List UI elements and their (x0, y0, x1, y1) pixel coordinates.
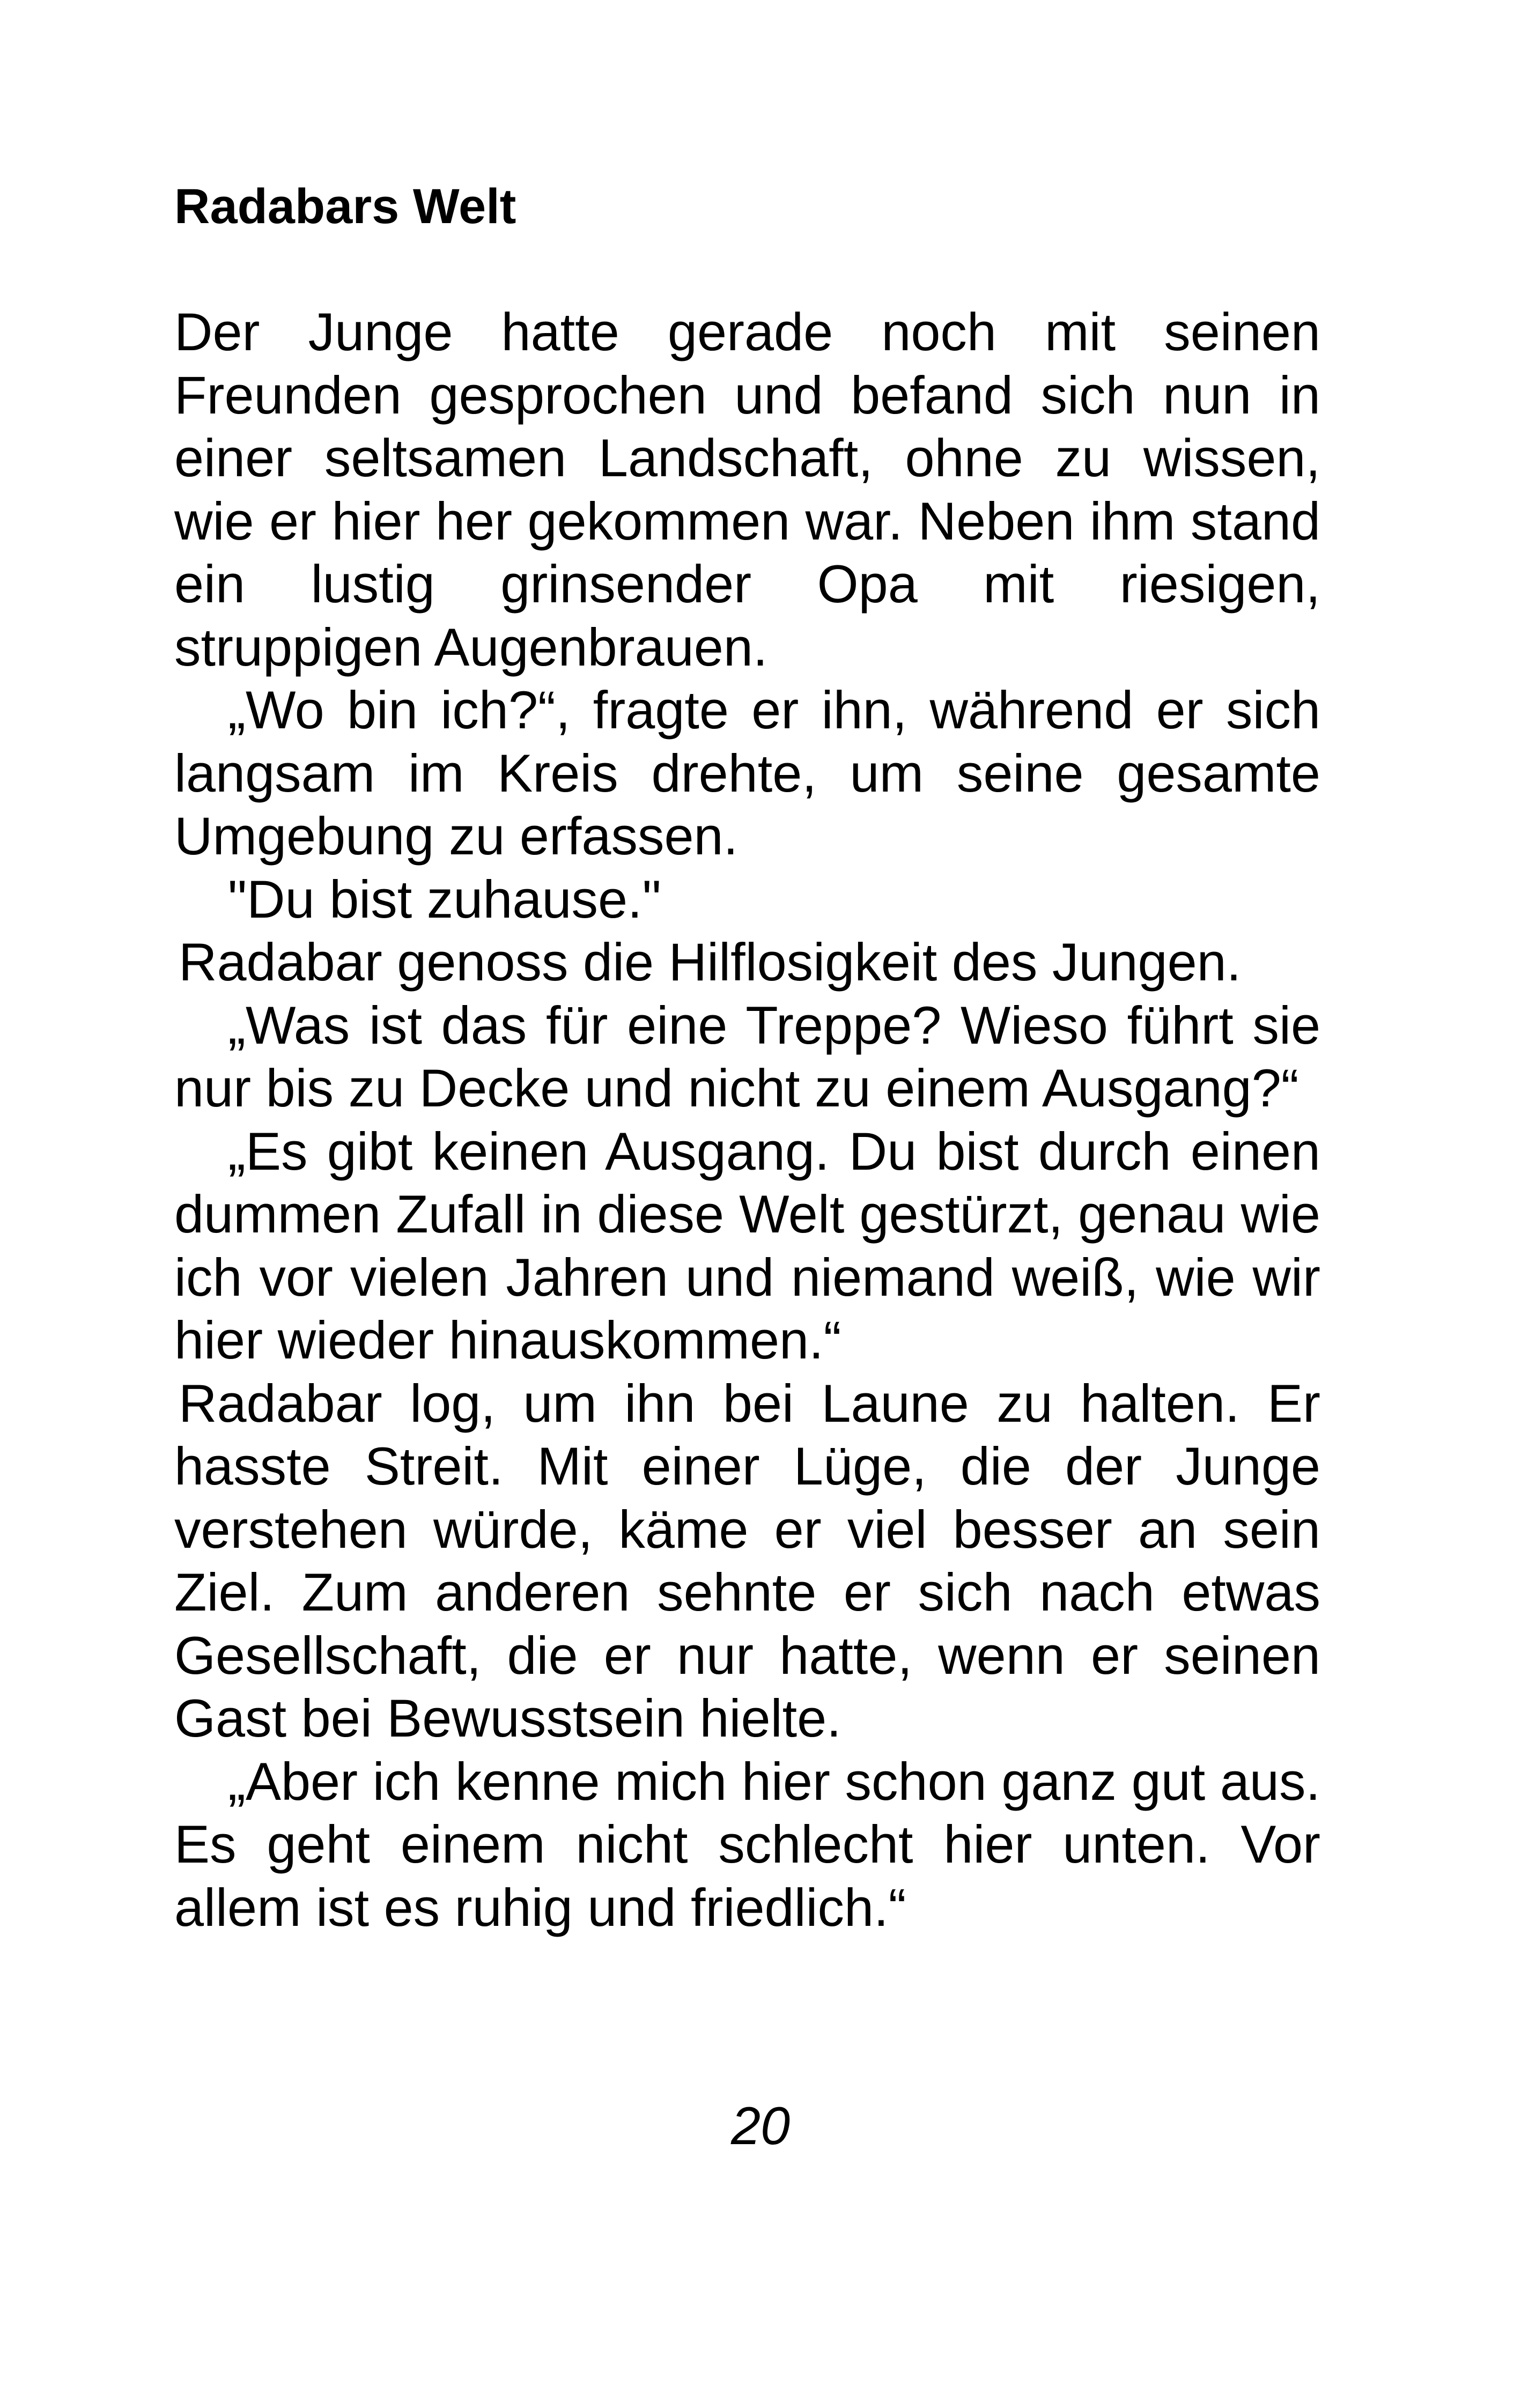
paragraph-2: „Wo bin ich?“, fragte er ihn, während er sich langsam im Kreis drehte, um seine gesamte Umgebung zu erfassen. (174, 680, 1320, 866)
paragraph-5: „Was ist das für eine Treppe? Wieso führt sie nur bis zu Decke und nicht zu einem Ausgang?“ (174, 995, 1320, 1118)
chapter-title: Radabars Welt (174, 179, 516, 234)
paragraph-3: "Du bist zuhause." (228, 869, 661, 929)
chapter-body (174, 300, 1320, 1939)
paragraph-1: Der Junge hatte gerade noch mit seinen Freunden gesprochen und befand sich nun in einer seltsamen Landschaft, ohne zu wissen, wie er hier her gekommen war. Neben ihm stand ein lustig grinsender Opa mit riesigen, struppigen Augenbrauen. (174, 302, 1320, 677)
paragraph-8: „Aber ich kenne mich hier schon ganz gut aus. Es geht einem nicht schlecht hier unten. Vor allem ist es ruhig und friedlich.“ (174, 1751, 1320, 1937)
paragraph-7: Radabar log, um ihn bei Laune zu halten. Er hasste Streit. Mit einer Lüge, die der Junge verstehen würde, käme er viel besser an sein Ziel. Zum anderen sehnte er sich nach etwas Gesellschaft, die er nur hatte, wenn er seinen Gast bei Bewusstsein hielte. (174, 1373, 1320, 1748)
paragraph-6: „Es gibt keinen Ausgang. Du bist durch einen dummen Zufall in diese Welt gestürzt, genau wie ich vor vielen Jahren und niemand weiß, wie wir hier wieder hinauskommen.“ (174, 1121, 1320, 1370)
paragraph-4: Radabar genoss die Hilflosigkeit des Jungen. (179, 932, 1242, 992)
page-number: 20 (730, 2096, 791, 2155)
